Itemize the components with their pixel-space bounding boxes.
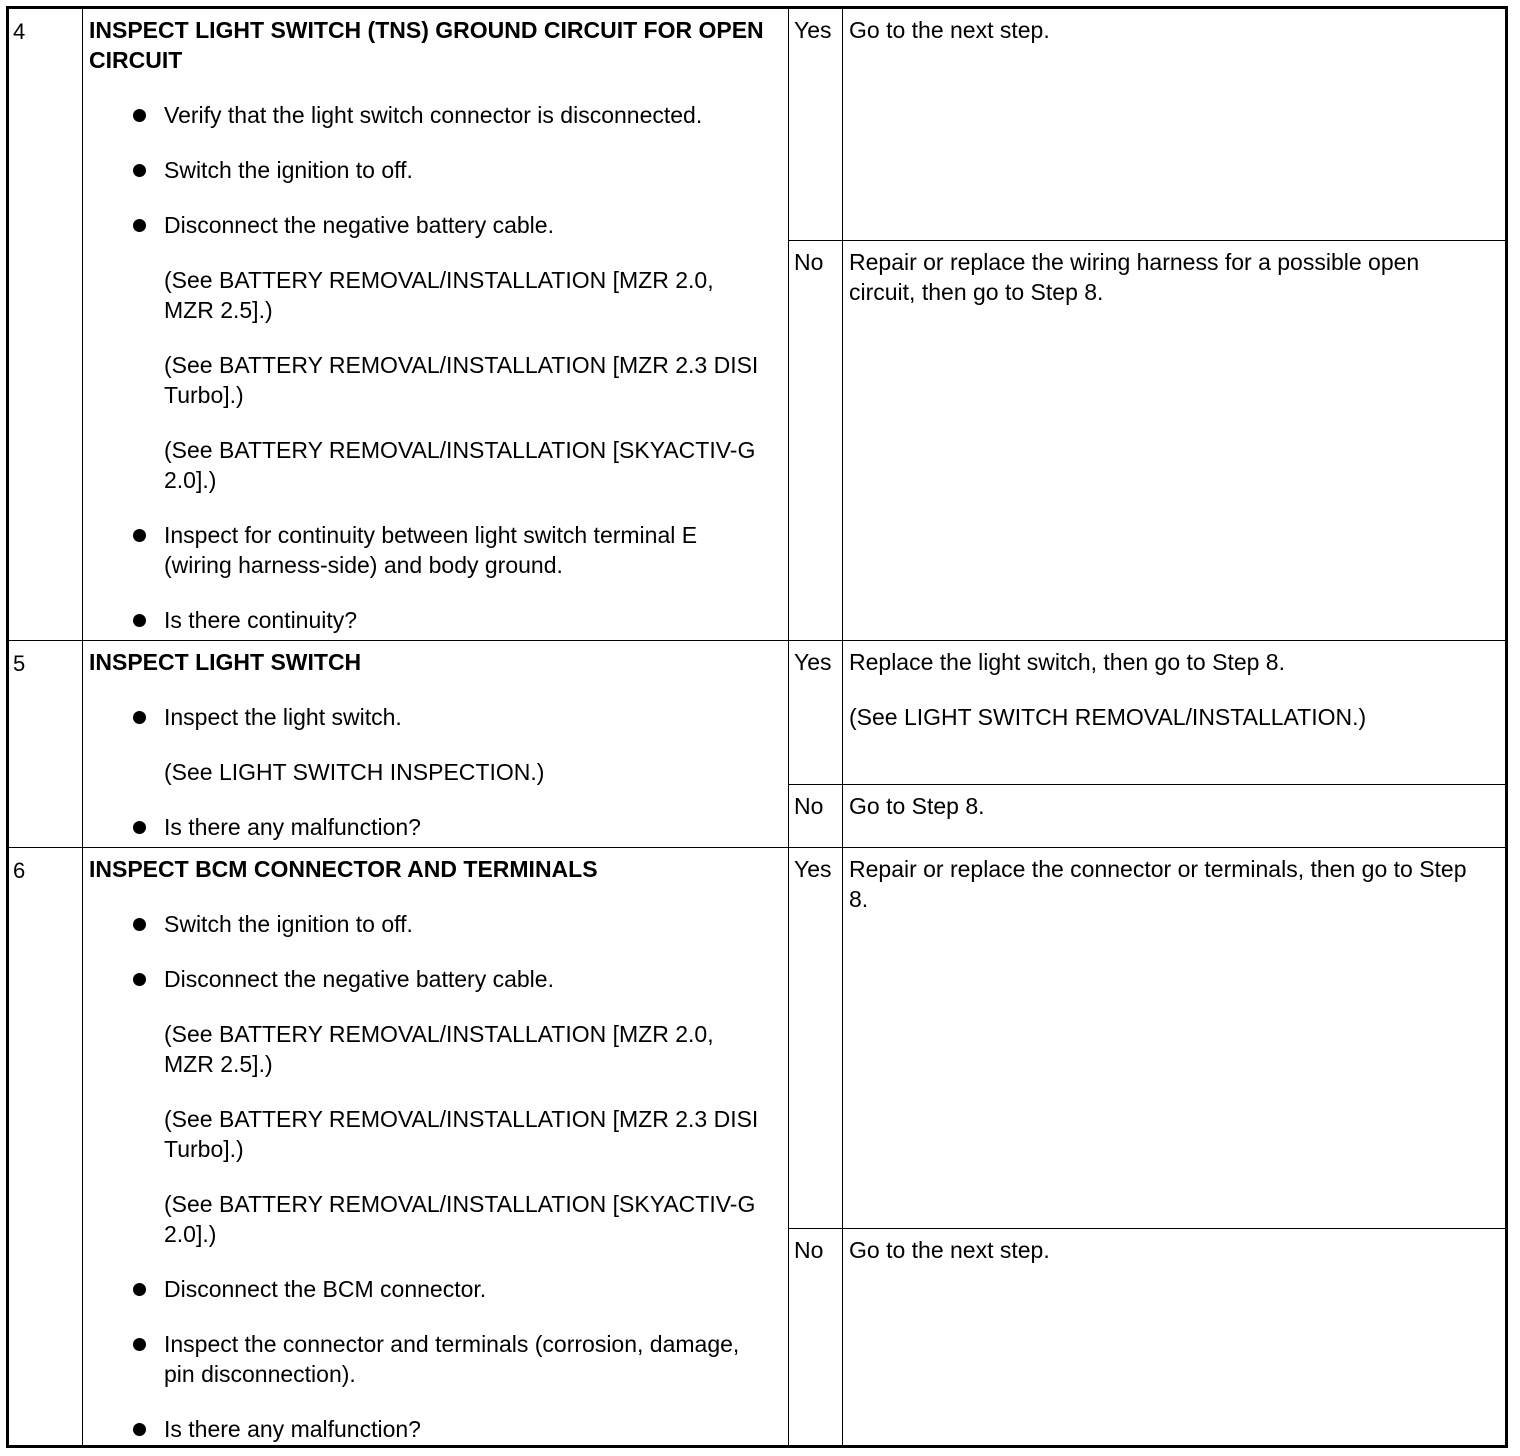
step-results-cell <box>789 9 1505 640</box>
no-action: Go to Step 8. <box>849 793 985 819</box>
reference-note: (See BATTERY REMOVAL/INSTALLATION [SKYACTIV-G 2.0].) <box>164 437 756 493</box>
step-title: INSPECT BCM CONNECTOR AND TERMINALS <box>89 856 598 882</box>
question-bullet: Is there any malfunction? <box>89 812 768 842</box>
step-description-cell <box>83 848 789 1445</box>
instruction-bullet: Switch the ignition to off. <box>89 155 768 185</box>
step-row-4 <box>9 9 1505 640</box>
yes-label: Yes <box>789 641 843 784</box>
step-row-6 <box>9 847 1505 1445</box>
reference-note: (See BATTERY REMOVAL/INSTALLATION [MZR 2.3 DISI Turbo].) <box>164 352 759 408</box>
step-results-cell <box>789 641 1505 847</box>
question-bullet: Is there continuity? <box>89 605 768 635</box>
diagnostic-table <box>6 6 1508 1448</box>
reference-note: (See LIGHT SWITCH INSPECTION.) <box>164 759 545 785</box>
yes-outcome <box>789 641 1505 784</box>
no-outcome <box>789 240 1505 640</box>
reference-note: (See BATTERY REMOVAL/INSTALLATION [MZR 2.0, MZR 2.5].) <box>164 1021 714 1077</box>
step-description-cell <box>83 9 789 640</box>
reference-note: (See BATTERY REMOVAL/INSTALLATION [MZR 2.0, MZR 2.5].) <box>164 267 714 323</box>
step-title: INSPECT LIGHT SWITCH <box>89 649 362 675</box>
step-number-cell <box>9 641 83 847</box>
step-number-cell <box>9 848 83 1445</box>
yes-action: Replace the light switch, then go to Step 8. <box>849 649 1285 675</box>
step-number: 6 <box>13 858 26 883</box>
yes-action: Repair or replace the connector or terminals, then go to Step 8. <box>849 856 1467 912</box>
step-row-5 <box>9 640 1505 847</box>
no-label: No <box>789 241 843 640</box>
instruction-bullet: Inspect the light switch. <box>89 702 768 732</box>
step-number: 5 <box>13 651 26 676</box>
no-action: Repair or replace the wiring harness for a possible open circuit, then go to Step 8. <box>849 249 1420 305</box>
instruction-bullet: Inspect for continuity between light switch terminal E (wiring harness-side) and body ground. <box>89 520 768 580</box>
step-number: 4 <box>13 19 26 44</box>
instruction-bullet: Disconnect the negative battery cable. <box>89 964 768 994</box>
step-title: INSPECT LIGHT SWITCH (TNS) GROUND CIRCUIT FOR OPEN CIRCUIT <box>89 17 764 73</box>
step-results-cell <box>789 848 1505 1445</box>
yes-outcome <box>789 848 1505 1228</box>
no-label: No <box>789 1229 843 1445</box>
instruction-bullet: Disconnect the negative battery cable. <box>89 210 768 240</box>
yes-reference-note: (See LIGHT SWITCH REMOVAL/INSTALLATION.) <box>849 704 1367 730</box>
yes-action: Go to the next step. <box>849 17 1050 43</box>
instruction-bullet: Switch the ignition to off. <box>89 909 768 939</box>
no-outcome <box>789 1228 1505 1445</box>
instruction-bullet: Verify that the light switch connector is disconnected. <box>89 100 768 130</box>
yes-outcome <box>789 9 1505 240</box>
step-number-cell <box>9 9 83 640</box>
no-action: Go to the next step. <box>849 1237 1050 1263</box>
no-outcome <box>789 784 1505 847</box>
step-description-cell <box>83 641 789 847</box>
yes-label: Yes <box>789 9 843 240</box>
yes-label: Yes <box>789 848 843 1228</box>
no-label: No <box>789 785 843 847</box>
instruction-bullet: Disconnect the BCM connector. <box>89 1274 768 1304</box>
question-bullet: Is there any malfunction? <box>89 1414 768 1444</box>
instruction-bullet: Inspect the connector and terminals (corrosion, damage, pin disconnection). <box>89 1329 768 1389</box>
reference-note: (See BATTERY REMOVAL/INSTALLATION [SKYACTIV-G 2.0].) <box>164 1191 756 1247</box>
reference-note: (See BATTERY REMOVAL/INSTALLATION [MZR 2.3 DISI Turbo].) <box>164 1106 759 1162</box>
